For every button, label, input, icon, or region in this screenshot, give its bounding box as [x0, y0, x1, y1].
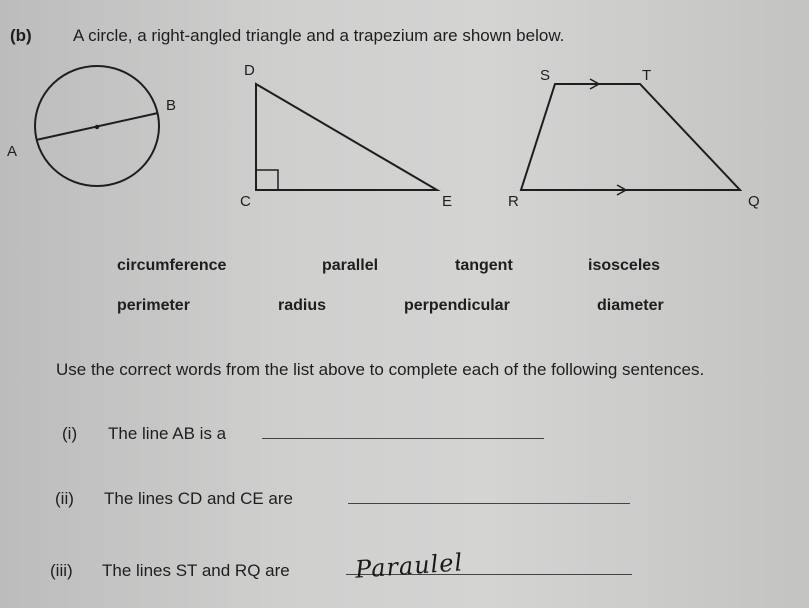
part-label: (b)	[10, 26, 32, 45]
figures	[0, 50, 809, 220]
instruction-text: Use the correct words from the list above to complete each of the following sentences.	[56, 360, 705, 379]
trapezium-shape	[521, 84, 740, 190]
triangle-shape	[256, 84, 437, 190]
point-e-label: E	[442, 193, 453, 210]
circle-centre	[95, 125, 99, 129]
point-r-label: R	[508, 193, 519, 210]
question-text: The lines ST and RQ are	[102, 561, 290, 580]
trapezium-figure	[508, 67, 760, 210]
circle-figure	[7, 66, 176, 186]
point-c-label: C	[240, 193, 251, 210]
word-perimeter: perimeter	[117, 297, 190, 314]
word-radius: radius	[278, 297, 327, 314]
question-number: (iii)	[50, 561, 73, 580]
word-circumference: circumference	[117, 257, 227, 274]
point-a-label: A	[7, 143, 18, 160]
question-text: The lines CD and CE are	[104, 489, 293, 508]
triangle-figure	[240, 62, 452, 210]
answer-line-2[interactable]	[348, 503, 630, 504]
point-q-label: Q	[748, 193, 760, 210]
word-perpendicular: perpendicular	[404, 297, 510, 314]
question-text: The line AB is a	[108, 424, 227, 443]
question-number: (i)	[62, 424, 78, 443]
intro-text: A circle, a right-angled triangle and a trapezium are shown below.	[73, 26, 565, 45]
answer-line-1[interactable]	[262, 438, 544, 439]
word-tangent: tangent	[455, 257, 513, 274]
point-b-label: B	[166, 97, 177, 114]
word-diameter: diameter	[597, 297, 664, 314]
point-s-label: S	[540, 67, 551, 84]
point-t-label: T	[642, 67, 652, 84]
handwritten-answer-3: Paraulel	[354, 548, 465, 584]
right-angle-marker	[256, 170, 278, 190]
question-number: (ii)	[55, 489, 74, 508]
point-d-label: D	[244, 62, 255, 79]
word-isosceles: isosceles	[588, 257, 661, 274]
word-parallel: parallel	[322, 257, 379, 274]
